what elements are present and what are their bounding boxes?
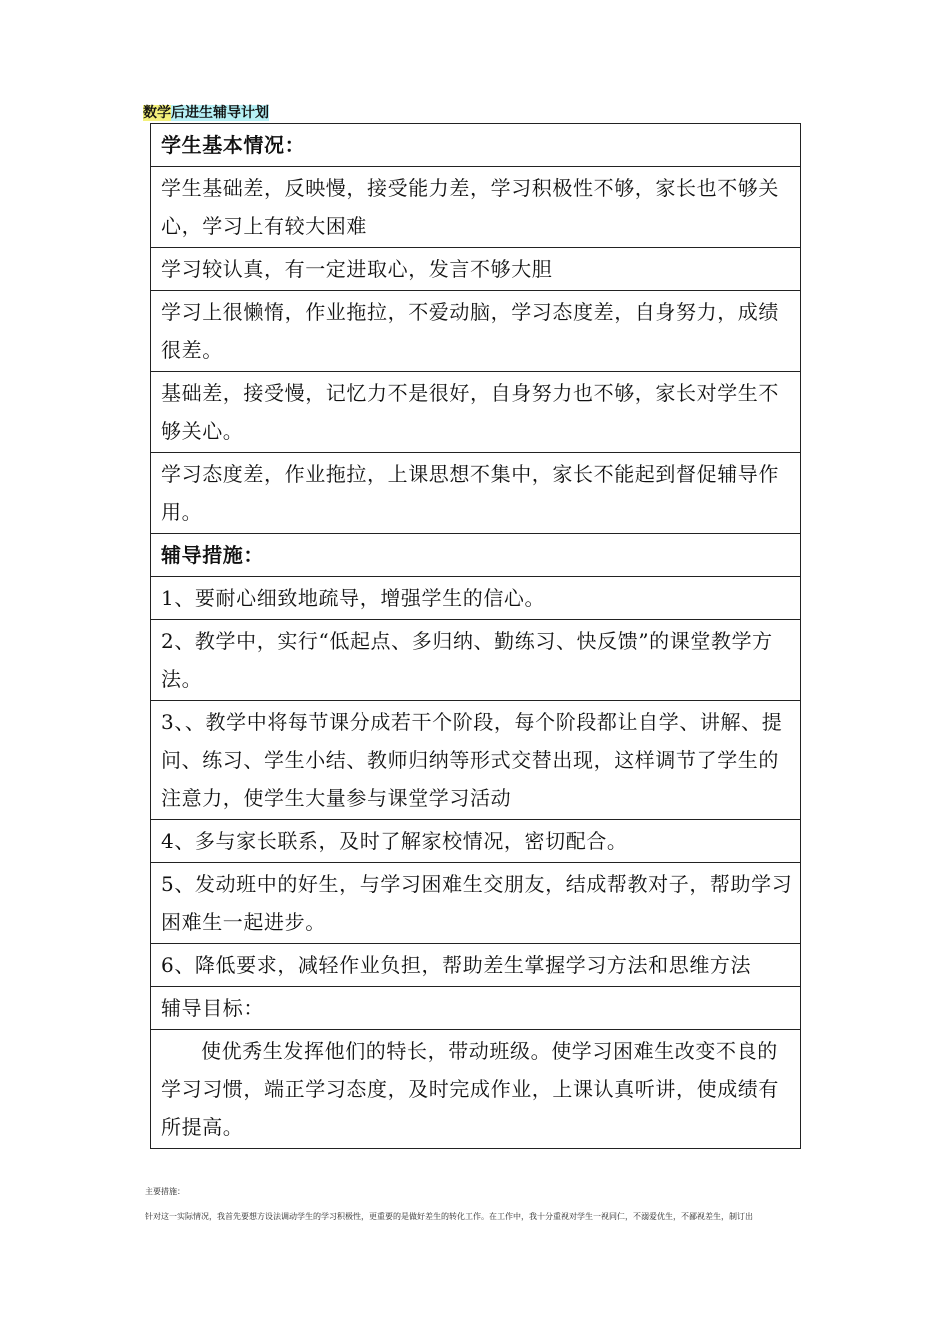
- title-highlight-plan: 后进生辅导计划: [171, 105, 269, 121]
- table-cell: 3、、教学中将每节课分成若干个阶段，每个阶段都让自学、讲解、提问、练习、学生小结、教师归纳等形式交替出现，这样调节了学生的注意力，使学生大量参与课堂学习活动: [151, 701, 801, 820]
- section-heading-cell: 学生基本情况：: [151, 124, 801, 167]
- table-cell: 学生基础差，反映慢，接受能力差，学习积极性不够，家长也不够关心，学习上有较大困难: [151, 167, 801, 248]
- table-cell: 5、发动班中的好生，与学习困难生交朋友，结成帮教对子，帮助学习困难生一起进步。: [151, 863, 801, 944]
- table-cell: 1、要耐心细致地疏导，增强学生的信心。: [151, 577, 801, 620]
- table-cell: 2、教学中，实行“低起点、多归纳、勤练习、快反馈”的课堂教学方法。: [151, 620, 801, 701]
- document-title: [143, 103, 269, 123]
- table-cell: 使优秀生发挥他们的特长，带动班级。使学习困难生改变不良的学习习惯，端正学习态度，及时完成作业，上课认真听讲，使成绩有所提高。: [151, 1030, 801, 1149]
- table-cell: 学习态度差，作业拖拉，上课思想不集中，家长不能起到督促辅导作用。: [151, 453, 801, 534]
- table-cell: 学习上很懒惰，作业拖拉，不爱动脑，学习态度差，自身努力，成绩很差。: [151, 291, 801, 372]
- table-row: [151, 167, 801, 248]
- footer-text: 针对这一实际情况，我首先要想方设法调动学生的学习积极性，更重要的是做好差生的转化工作。在工作中，我十分重视对学生一视同仁，不溺爱优生，不鄙视差生，制订出: [145, 1212, 753, 1221]
- table-row: [151, 1030, 801, 1149]
- table-row: [151, 987, 801, 1030]
- table-cell: 辅导目标：: [151, 987, 801, 1030]
- table-row: [151, 863, 801, 944]
- table-row: [151, 291, 801, 372]
- tutoring-plan-table: [150, 123, 801, 1149]
- footer-heading: 主要措施：: [145, 1187, 185, 1196]
- title-highlight-subject: 数学: [143, 105, 171, 121]
- table-cell: 基础差，接受慢，记忆力不是很好，自身努力也不够，家长对学生不够关心。: [151, 372, 801, 453]
- table-row: [151, 944, 801, 987]
- table-row: [151, 453, 801, 534]
- table-row: [151, 701, 801, 820]
- table-cell: 学习较认真，有一定进取心，发言不够大胆: [151, 248, 801, 291]
- table-row: [151, 620, 801, 701]
- table-row: [151, 577, 801, 620]
- table-row: [151, 124, 801, 167]
- table-row: [151, 820, 801, 863]
- table-cell: 4、多与家长联系，及时了解家校情况，密切配合。: [151, 820, 801, 863]
- table-row: [151, 372, 801, 453]
- table-row: [151, 534, 801, 577]
- table-cell: 6、降低要求，减轻作业负担，帮助差生掌握学习方法和思维方法: [151, 944, 801, 987]
- table-row: [151, 248, 801, 291]
- section-heading-cell: 辅导措施：: [151, 534, 801, 577]
